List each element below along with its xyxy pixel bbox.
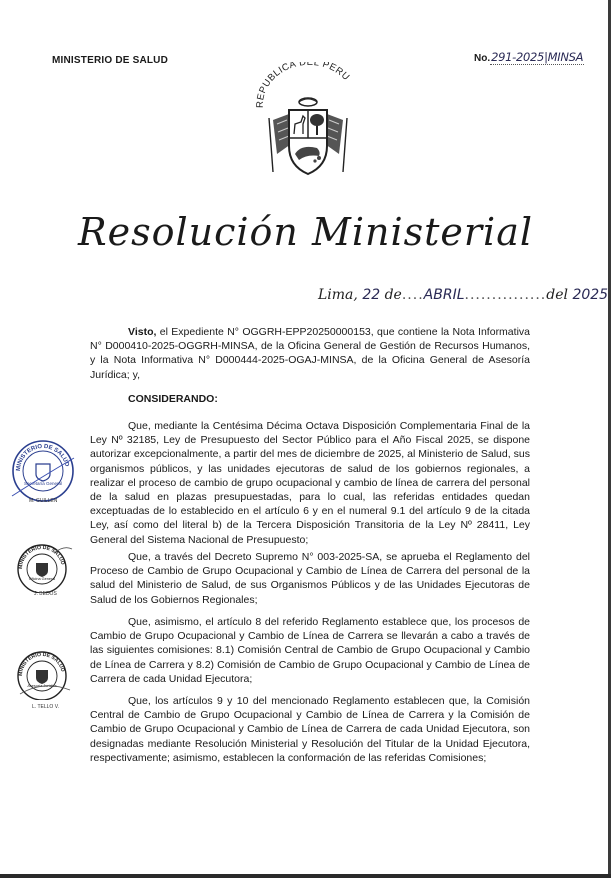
- date-city: Lima,: [318, 287, 358, 303]
- seal-1-ring-text: MINISTERIO DE SALUD: [15, 443, 70, 472]
- date-de-1: de: [384, 287, 402, 303]
- visto-text: el Expediente N° OGGRH-EPP20250000153, que contiene la Nota Informativa N° D000410-2025-OGGRH-MINSA, de la Oficina General de Gestión de Recursos Humanos, y la Nota Informativa N° D000444-2025-OGAJ-MINSA, de la Oficina General de Asesoría Jurídica; y,: [90, 326, 530, 381]
- seal-2-name: J. BEDOS: [34, 591, 57, 597]
- considerando-paragraph-2: [90, 550, 530, 607]
- resolution-number-prefix: No.: [474, 53, 491, 64]
- date-day: 22: [362, 287, 381, 303]
- ministry-seal-1: [10, 438, 76, 504]
- date-de-2: del: [546, 287, 568, 303]
- visto-lead: Visto,: [128, 326, 157, 338]
- paragraph-2-text: Que, a través del Decreto Supremo N° 003-2025-SA, se aprueba el Reglamento del Proceso de Cambio de Grupo Ocupacional y Cambio de Línea de Carrera del personal de la salud del Ministerio de Salud, de sus Organismos Públicos y de las Unidades Ejecutoras de Salud de los Gobiernos Regionales;: [90, 551, 530, 606]
- date-year: 2025: [572, 287, 609, 303]
- ministry-seal-2: [14, 543, 74, 597]
- seal-3-name: L. TELLO V.: [32, 704, 59, 710]
- paragraph-1-text: Que, mediante la Centésima Décima Octava Disposición Complementaria Final de la Ley Nº 32185, Ley de Presupuesto del Sector Público para el Año Fiscal 2025, se dispone autorizar excepcionalmente, a partir del mes de diciembre de 2025, al Ministerio de Salud, sus organismos públicos, y las unidades ejecutoras de salud de los gobiernos regionales, a realizar el proceso de cambio de grupo ocupacional y cambio de línea de carrera del personal de la salud en plazas presupuestadas, para lo cual, las referidas entidades quedan exceptuadas de lo establecido en el artículo 6 y en el numeral 9.1 del artículo 9 de la citada Ley, así como del literal b) de la Tercera Disposición Transitoria de la Ley Nº 28411, Ley General del Sistema Nacional de Presupuesto;: [90, 420, 530, 546]
- seal-1-inner-text: Secretaría General: [23, 481, 63, 486]
- paragraph-3-text: Que, asimismo, el artículo 8 del referido Reglamento establece que, los procesos de Cambio de Grupo Ocupacional y Cambio de Línea de Carrera se llevarán a cabo a través de las siguientes comisiones: 8.1) Comisión Central de Cambio de Grupo Ocupacional y Cambio de Línea de Carrera y 8.2) Comisión de Cambio de Grupo Ocupacional y Cambio de Línea de Carrera de cada Unidad Ejecutora;: [90, 616, 530, 685]
- date-dots-2: ...............: [464, 287, 547, 303]
- svg-text:REPUBLICA DEL PERU: [255, 62, 352, 108]
- resolution-number-handwritten: 291-2025|MINSA: [491, 50, 584, 64]
- crest-arc-text: REPUBLICA DEL PERU: [254, 62, 352, 109]
- page-bottom-edge: [0, 874, 611, 878]
- considerando-heading: CONSIDERANDO:: [128, 393, 218, 405]
- resolution-number: [474, 48, 584, 66]
- date-month: ABRIL: [423, 287, 465, 303]
- ministry-seal-3: [14, 650, 74, 710]
- date-dots-1: ....: [401, 287, 424, 303]
- considerando-paragraph-4: [90, 694, 530, 765]
- seal-1-name: M. GUILLEN: [29, 498, 58, 504]
- considerando-paragraph-1: [90, 419, 530, 547]
- seal-3-inner-text: Asesoría Jurídica: [27, 684, 57, 688]
- peru-coat-of-arms: [245, 62, 371, 182]
- considerando-paragraph-3: [90, 615, 530, 686]
- seal-2-ring-text: MINISTERIO DE SALUD: [17, 544, 66, 570]
- ministry-name: MINISTERIO DE SALUD: [52, 55, 169, 66]
- seal-3-ring-text: MINISTERIO DE SALUD: [17, 651, 66, 677]
- date-line: [318, 287, 608, 303]
- seal-2-inner-text: Oficina General: [28, 577, 56, 581]
- paragraph-4-text: Que, los artículos 9 y 10 del mencionado Reglamento establecen que, la Comisión Central de Cambio de Grupo Ocupacional y Cambio de Línea de Carrera y la Comisión de Cambio de Grupo Ocupacional y Cambio de Línea de Carrera de cada Unidad Ejecutora, son designadas mediante Resolución Ministerial y Resolución del Titular de la Unidad Ejecutora, respectivamente; asimismo, establecen la conformación de las referidas Comisiones;: [90, 695, 530, 764]
- document-title: Resolución Ministerial: [77, 210, 534, 254]
- visto-paragraph: [90, 325, 530, 382]
